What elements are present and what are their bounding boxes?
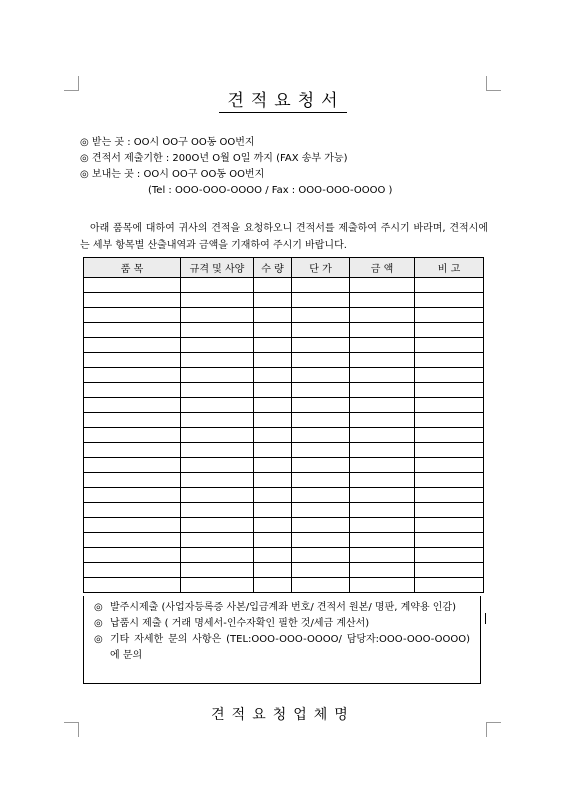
note-item (94, 616, 470, 632)
table-cell[interactable] (84, 323, 181, 338)
table-cell[interactable] (415, 428, 484, 443)
table-cell[interactable] (415, 323, 484, 338)
table-cell[interactable] (181, 443, 254, 458)
header-spec: 규격 및 사양 (181, 258, 254, 278)
table-cell[interactable] (254, 443, 292, 458)
note-item (94, 632, 470, 664)
table-cell[interactable] (181, 473, 254, 488)
table-cell[interactable] (292, 353, 350, 368)
table-row (84, 293, 484, 308)
table-cell[interactable] (350, 278, 415, 293)
table-cell[interactable] (84, 458, 181, 473)
table-cell[interactable] (254, 488, 292, 503)
table-row (84, 353, 484, 368)
table-cell[interactable] (181, 563, 254, 578)
note-text[interactable]: 발주시제출 (사업자등록증 사본/입금계좌 번호/ 견적서 원본/ 명판, 계약용 인감) (110, 602, 456, 613)
table-cell[interactable] (84, 368, 181, 383)
contact-line[interactable]: (Tel : OOO-OOO-OOOO / Fax : OOO-OOO-OOOO ) (148, 185, 393, 196)
table-row (84, 428, 484, 443)
table-cell[interactable] (350, 323, 415, 338)
table-cell[interactable] (181, 353, 254, 368)
table-cell[interactable] (350, 413, 415, 428)
table-cell[interactable] (181, 278, 254, 293)
table-cell[interactable] (292, 368, 350, 383)
table-cell[interactable] (84, 503, 181, 518)
table-cell[interactable] (84, 578, 181, 593)
crop-mark-top-left (64, 76, 79, 91)
table-cell[interactable] (292, 518, 350, 533)
table-cell[interactable] (292, 308, 350, 323)
table-cell[interactable] (292, 383, 350, 398)
table-header-row (84, 258, 484, 278)
table-cell[interactable] (415, 383, 484, 398)
table-cell[interactable] (254, 578, 292, 593)
table-cell[interactable] (254, 548, 292, 563)
table-cell[interactable] (350, 488, 415, 503)
table-cell[interactable] (292, 458, 350, 473)
table-cell[interactable] (84, 308, 181, 323)
deadline-line[interactable]: ◎ 견적서 제출기한 : 200O년 O월 O일 까지 (FAX 송부 가능) (80, 153, 348, 164)
note-bullet: ◎ (94, 602, 103, 613)
table-row (84, 398, 484, 413)
table-row (84, 338, 484, 353)
table-cell[interactable] (181, 308, 254, 323)
table-row (84, 518, 484, 533)
table-row (84, 383, 484, 398)
table-cell[interactable] (415, 578, 484, 593)
table-cell[interactable] (84, 548, 181, 563)
table-row (84, 488, 484, 503)
table-cell[interactable] (84, 383, 181, 398)
table-cell[interactable] (415, 488, 484, 503)
table-cell[interactable] (181, 383, 254, 398)
table-cell[interactable] (350, 503, 415, 518)
table-cell[interactable] (254, 338, 292, 353)
table-row (84, 458, 484, 473)
table-cell[interactable] (292, 323, 350, 338)
table-cell[interactable] (415, 293, 484, 308)
info-block (80, 135, 392, 199)
table-cell[interactable] (350, 578, 415, 593)
table-cell[interactable] (84, 413, 181, 428)
table-cell[interactable] (415, 518, 484, 533)
table-cell[interactable] (415, 443, 484, 458)
table-cell[interactable] (181, 518, 254, 533)
table-cell[interactable] (254, 533, 292, 548)
table-cell[interactable] (350, 458, 415, 473)
header-amount: 금 액 (350, 258, 415, 278)
table-cell[interactable] (254, 473, 292, 488)
notes-box (83, 596, 481, 684)
table-cell[interactable] (181, 398, 254, 413)
table-cell[interactable] (84, 338, 181, 353)
table-cell[interactable] (415, 413, 484, 428)
table-cell[interactable] (181, 548, 254, 563)
table-cell[interactable] (292, 488, 350, 503)
note-item (94, 600, 470, 616)
table-cell[interactable] (292, 503, 350, 518)
table-cell[interactable] (292, 443, 350, 458)
note-bullet: ◎ (94, 618, 103, 629)
table-cell[interactable] (181, 488, 254, 503)
table-cell[interactable] (292, 533, 350, 548)
table-cell[interactable] (181, 458, 254, 473)
table-cell[interactable] (254, 368, 292, 383)
table-cell[interactable] (84, 398, 181, 413)
table-cell[interactable] (415, 368, 484, 383)
table-body (84, 278, 484, 593)
document-title[interactable]: 견적요청서 (219, 91, 346, 113)
table-cell[interactable] (254, 563, 292, 578)
crop-mark-bottom-left (64, 722, 79, 737)
table-cell[interactable] (181, 503, 254, 518)
table-cell[interactable] (254, 353, 292, 368)
table-cell[interactable] (84, 563, 181, 578)
table-cell[interactable] (292, 413, 350, 428)
intro-paragraph[interactable]: 아래 품목에 대하여 귀사의 견적을 요청하오니 견적서를 제출하여 주시기 바라며, 견적시에는 세부 항목별 산출내역과 금액을 기재하여 주시기 바랍니다. (80, 223, 488, 251)
table-cell[interactable] (415, 308, 484, 323)
table-cell[interactable] (84, 428, 181, 443)
table-cell[interactable] (415, 338, 484, 353)
table-cell[interactable] (254, 398, 292, 413)
table-cell[interactable] (350, 353, 415, 368)
table-row (84, 278, 484, 293)
header-quantity: 수 량 (254, 258, 292, 278)
crop-mark-bottom-right (486, 722, 501, 737)
table-row (84, 368, 484, 383)
table-cell[interactable] (350, 518, 415, 533)
table-cell[interactable] (84, 533, 181, 548)
table-row (84, 578, 484, 593)
header-unit-price: 단 가 (292, 258, 350, 278)
table-cell[interactable] (254, 518, 292, 533)
table-cell[interactable] (415, 503, 484, 518)
table-cell[interactable] (84, 518, 181, 533)
table-row (84, 548, 484, 563)
table-cell[interactable] (254, 293, 292, 308)
table-cell[interactable] (254, 413, 292, 428)
table-cell[interactable] (181, 368, 254, 383)
table-row (84, 443, 484, 458)
table-row (84, 323, 484, 338)
recipient-line[interactable]: ◎ 받는 곳 : OO시 OO구 OO동 OO번지 (80, 137, 255, 148)
table-cell[interactable] (181, 338, 254, 353)
table-cell[interactable] (350, 443, 415, 458)
table-cell[interactable] (84, 473, 181, 488)
table-cell[interactable] (254, 383, 292, 398)
table-cell[interactable] (84, 293, 181, 308)
table-cell[interactable] (84, 353, 181, 368)
table-cell[interactable] (415, 533, 484, 548)
table-cell[interactable] (181, 323, 254, 338)
table-cell[interactable] (292, 278, 350, 293)
table-cell[interactable] (254, 428, 292, 443)
table-cell[interactable] (181, 413, 254, 428)
table-cell[interactable] (415, 473, 484, 488)
table-cell[interactable] (415, 353, 484, 368)
table-cell[interactable] (350, 473, 415, 488)
note-text[interactable]: 기타 자세한 문의 사항은 (TEL:OOO-OOO-OOOO/ 담당자:OOO-OOO-OOOO) 에 문의 (110, 634, 470, 661)
table-row (84, 413, 484, 428)
table-cell[interactable] (254, 278, 292, 293)
table-cell[interactable] (181, 293, 254, 308)
sender-line[interactable]: ◎ 보내는 곳 : OO시 OO구 OO동 OO번지 (80, 169, 265, 180)
table-row (84, 563, 484, 578)
table-cell[interactable] (350, 428, 415, 443)
table-cell[interactable] (254, 458, 292, 473)
table-cell[interactable] (350, 338, 415, 353)
header-remarks: 비 고 (415, 258, 484, 278)
table-cell[interactable] (84, 488, 181, 503)
table-row (84, 533, 484, 548)
table-cell[interactable] (292, 398, 350, 413)
table-cell[interactable] (292, 473, 350, 488)
text-cursor (485, 613, 486, 624)
table-cell[interactable] (415, 563, 484, 578)
table-cell[interactable] (292, 428, 350, 443)
table-cell[interactable] (350, 308, 415, 323)
table-cell[interactable] (254, 323, 292, 338)
crop-mark-top-right (486, 76, 501, 91)
table-cell[interactable] (350, 563, 415, 578)
table-cell[interactable] (292, 293, 350, 308)
header-item: 품 목 (84, 258, 181, 278)
table-cell[interactable] (415, 548, 484, 563)
table-cell[interactable] (350, 398, 415, 413)
table-row (84, 308, 484, 323)
requesting-company-name[interactable]: 견적요청업체명 (211, 707, 355, 723)
note-text[interactable]: 납품시 제출 ( 거래 명세서-인수자확인 필한 것/세금 계산서) (110, 618, 370, 629)
table-row (84, 473, 484, 488)
note-bullet: ◎ (94, 634, 103, 645)
table-cell[interactable] (181, 428, 254, 443)
document-title-wrap (0, 90, 566, 112)
table-cell[interactable] (415, 398, 484, 413)
table-cell[interactable] (181, 578, 254, 593)
table-cell[interactable] (415, 278, 484, 293)
items-table (83, 257, 484, 593)
table-row (84, 503, 484, 518)
table-cell[interactable] (415, 458, 484, 473)
table-cell[interactable] (181, 533, 254, 548)
table-cell[interactable] (350, 368, 415, 383)
table-cell[interactable] (292, 338, 350, 353)
table-cell[interactable] (350, 293, 415, 308)
table-cell[interactable] (292, 548, 350, 563)
table-cell[interactable] (254, 308, 292, 323)
table-cell[interactable] (350, 548, 415, 563)
table-cell[interactable] (254, 503, 292, 518)
table-cell[interactable] (350, 383, 415, 398)
table-cell[interactable] (292, 578, 350, 593)
table-cell[interactable] (84, 443, 181, 458)
table-cell[interactable] (84, 278, 181, 293)
table-cell[interactable] (292, 563, 350, 578)
table-cell[interactable] (350, 533, 415, 548)
